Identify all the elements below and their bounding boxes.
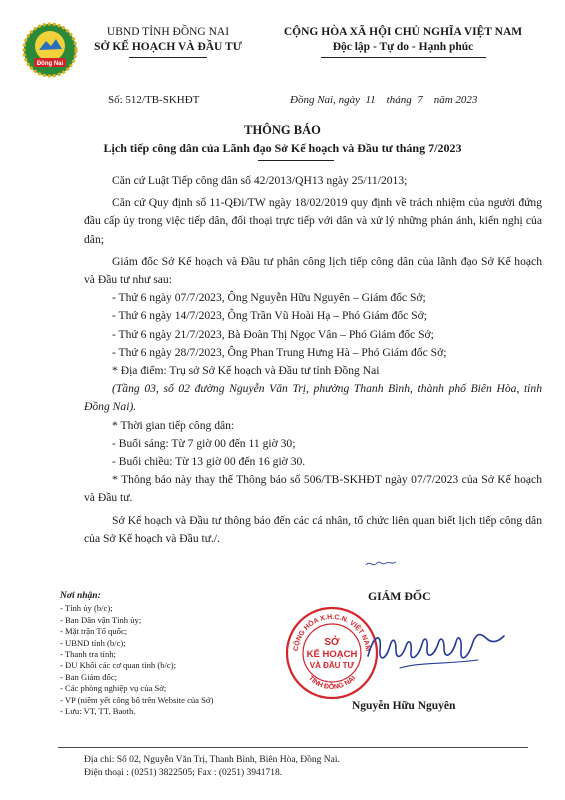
motto-underline bbox=[321, 57, 486, 58]
recipient-item: - VP (niêm yết công bố trên Website của Sở) bbox=[60, 694, 214, 705]
recipient-item: - ĐU Khối các cơ quan tỉnh (b/c); bbox=[60, 660, 176, 671]
recipient-item: - Tỉnh ủy (b/c); bbox=[60, 603, 113, 614]
document-title: THÔNG BÁO bbox=[244, 123, 321, 137]
svg-text:TỈNH ĐỒNG NAI bbox=[307, 675, 357, 691]
title-underline bbox=[258, 160, 334, 161]
time-item: - Buổi chiều: Từ 13 giờ 00 đến 16 giờ 30. bbox=[112, 455, 306, 469]
recipient-item: - Ban Dân vận Tỉnh ủy; bbox=[60, 614, 142, 625]
time-heading: * Thời gian tiếp công dân: bbox=[112, 418, 235, 432]
handwritten-signature bbox=[360, 616, 510, 684]
seal-text-top: CỘNG HÒA X.H.C.N. VIỆT NAM bbox=[292, 613, 372, 652]
seal-center-1: SỞ bbox=[324, 637, 340, 648]
location-address: (Tầng 03, số 02 đường Nguyễn Văn Trị, phường Thanh Bình, thành phố Biên Hòa, tỉnh Đồng Nai). bbox=[84, 382, 542, 414]
issue-date: Đồng Nai, ngày 11 tháng 7 năm 2023 bbox=[290, 94, 478, 106]
agency-line-2: SỞ KẾ HOẠCH VÀ ĐẦU TƯ bbox=[94, 41, 242, 53]
seal-center-3: VÀ ĐẦU TƯ bbox=[309, 661, 355, 670]
agency-underline bbox=[129, 57, 207, 58]
recipient-item: - Thanh tra tỉnh; bbox=[60, 649, 116, 660]
footer-address: Địa chỉ: Số 02, Nguyễn Văn Trị, Thanh Bình, Biên Hòa, Đồng Nai. bbox=[84, 755, 340, 765]
schedule-item: - Thứ 6 ngày 28/7/2023, Ông Phan Trung Hưng Hà – Phó Giám đốc Sở; bbox=[112, 345, 447, 359]
recipient-item: - UBND tỉnh (b/c); bbox=[60, 637, 126, 648]
legal-basis-1: Căn cứ Luật Tiếp công dân số 42/2013/QH13 ngày 25/11/2013; bbox=[112, 174, 408, 187]
seal-center-2: KẾ HOẠCH bbox=[306, 649, 358, 660]
schedule-item: - Thứ 6 ngày 14/7/2023, Ông Trần Vũ Hoài Hạ – Phó Giám đốc Sở; bbox=[112, 309, 428, 323]
assignment-intro: Giám đốc Sở Kế hoạch và Đầu tư phân công lịch tiếp công dân của lãnh đạo Sở Kế hoạch và Đầu tư như sau: bbox=[84, 254, 542, 287]
agency-logo bbox=[22, 22, 78, 78]
location: * Địa điểm: Trụ sở Sở Kế hoạch và Đầu tư tỉnh Đồng Nai bbox=[112, 364, 380, 378]
initial-mark bbox=[364, 556, 398, 570]
time-item: - Buổi sáng: Từ 7 giờ 00 đến 11 giờ 30; bbox=[112, 436, 296, 450]
signer-title: GIÁM ĐỐC bbox=[368, 589, 431, 603]
footer-phone: Điện thoại : (0251) 3822505; Fax : (0251) 3941718. bbox=[84, 768, 283, 778]
footer-contact bbox=[84, 754, 340, 780]
logo-text: Đồng Nai bbox=[36, 61, 64, 67]
legal-basis-2: Căn cứ Quy định số 11-QĐi/TW ngày 18/02/2019 quy định về trách nhiệm của người đứng đầu cấp ủy trong việc tiếp dân, đối thoại trực tiếp với dân và xử lý những phản ánh, kiến nghị của dân; bbox=[84, 196, 542, 246]
nation-line-1: CỘNG HÒA XÃ HỘI CHỦ NGHĨA VIỆT NAM bbox=[283, 26, 523, 38]
agency-header bbox=[78, 25, 258, 58]
replacement-note: * Thông báo này thay thế Thông báo số 506/TB-SKHĐT ngày 07/7/2023 của Sở Kế hoạch và Đầu tư. bbox=[84, 473, 542, 505]
nation-line-2: Độc lập - Tự do - Hạnh phúc bbox=[332, 41, 474, 53]
recipient-item: - Lưu: VT, TT. Baoth. bbox=[60, 706, 136, 717]
closing-statement: Sở Kế hoạch và Đầu tư thông báo đến các cá nhân, tổ chức liên quan biết lịch tiếp công dân của Sở Kế hoạch và Đầu tư./. bbox=[84, 513, 542, 545]
recipient-item: - Ban Giám đốc; bbox=[60, 671, 118, 682]
footer-divider bbox=[58, 747, 528, 748]
notice-body bbox=[84, 172, 542, 548]
recipients-heading: Nơi nhận: bbox=[60, 591, 101, 601]
agency-line-1: UBND TỈNH ĐỒNG NAI bbox=[106, 26, 230, 38]
document-number: Số: 512/TB-SKHĐT bbox=[108, 94, 200, 106]
recipient-item: - Các phòng nghiệp vụ của Sở; bbox=[60, 683, 167, 694]
document-subtitle: Lịch tiếp công dân của Lãnh đạo Sở Kế hoạch và Đầu tư tháng 7/2023 bbox=[103, 141, 462, 155]
national-motto bbox=[258, 25, 548, 58]
signer-name: Nguyễn Hữu Nguyên bbox=[352, 700, 456, 712]
seal-text-bottom: TỈNH ĐỒNG NAI bbox=[306, 674, 358, 692]
recipients-list bbox=[60, 591, 280, 717]
schedule-item: - Thứ 6 ngày 21/7/2023, Bà Đoàn Thị Ngọc Vân – Phó Giám đốc Sở; bbox=[112, 327, 434, 341]
schedule-item: - Thứ 6 ngày 07/7/2023, Ông Nguyễn Hữu Nguyên – Giám đốc Sở; bbox=[112, 291, 426, 305]
recipient-item: - Mặt trận Tổ quốc; bbox=[60, 626, 128, 637]
